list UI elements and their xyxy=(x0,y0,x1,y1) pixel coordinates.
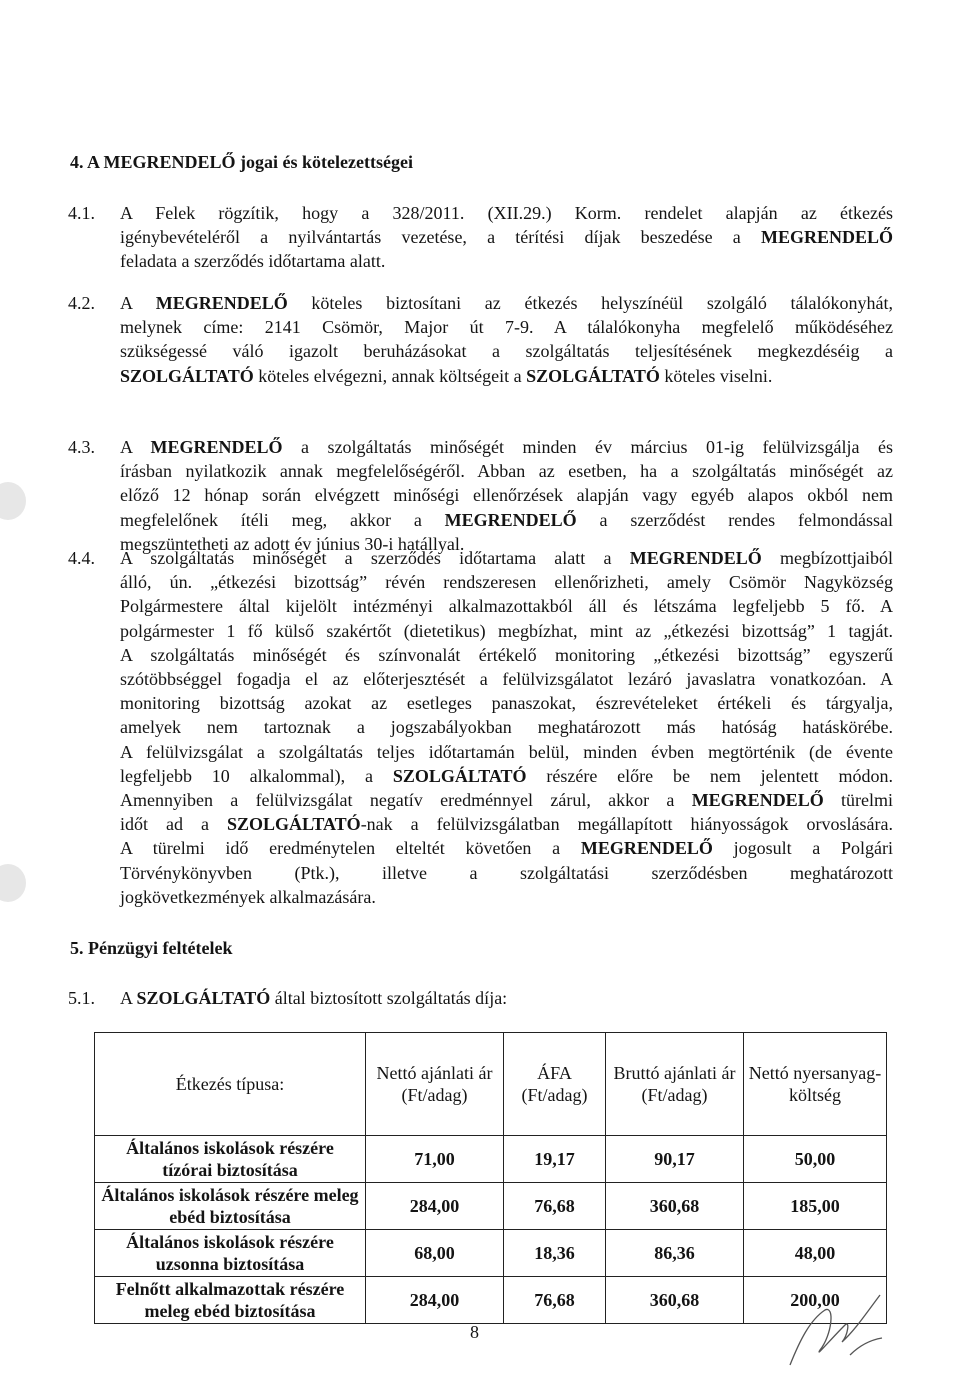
text-line xyxy=(120,764,893,788)
fee-row-material: 185,00 xyxy=(744,1183,887,1230)
fee-row-label: Általános iskolások részére uzsonna biztosítása xyxy=(95,1230,366,1277)
bold-term: MEGRENDELŐ xyxy=(760,227,893,248)
text-line: előző 12 hónap során elvégzett minőségi ellenőrzések alapján vagy egyéb alapos okból nem xyxy=(120,485,893,506)
bold-term: MEGRENDELŐ xyxy=(150,437,283,457)
text-fragment: megfelelőnek ítéli meg, akkor a xyxy=(120,509,445,530)
text-fragment: a szerződést rendes felmondással xyxy=(576,509,893,530)
fee-row-vat: 18,36 xyxy=(504,1230,606,1277)
para-4-2-number: 4.2. xyxy=(68,293,95,313)
text-line: szótöbbséggel fogadja el az előterjesztését a felülvizsgálatot lezáró javaslatra vonatkozóan. A xyxy=(120,669,893,690)
fee-row-gross: 90,17 xyxy=(606,1136,744,1183)
fee-row-vat: 76,68 xyxy=(504,1277,606,1324)
bold-term: SZOLGÁLTATÓ xyxy=(120,365,254,386)
fee-row-label: Általános iskolások részére meleg ebéd biztosítása xyxy=(95,1183,366,1230)
fee-row-vat: 19,17 xyxy=(504,1136,606,1183)
text-fragment: A xyxy=(120,293,156,313)
fee-table-header-material: Nettó nyersanyag-költség xyxy=(744,1033,887,1136)
para-4-4 xyxy=(120,546,893,909)
fee-row-gross: 360,68 xyxy=(606,1277,744,1324)
para-5-1-pre: A xyxy=(120,988,137,1008)
fee-row-net: 71,00 xyxy=(366,1136,504,1183)
fee-table xyxy=(94,1032,887,1324)
fee-row-vat: 76,68 xyxy=(504,1183,606,1230)
text-fragment: időt ad a xyxy=(120,814,227,835)
para-5-1-post: által biztosított szolgáltatás díja: xyxy=(270,988,508,1008)
text-fragment: -nak a felülvizsgálatban megállapított hiányosságok orvoslására. xyxy=(360,814,894,835)
bold-term: SZOLGÁLTATÓ xyxy=(226,814,361,835)
text-line: monitoring bizottság azokat az esetleges panaszokat, észrevételeket értékeli és tárgyalja, xyxy=(120,693,893,714)
text-fragment: köteles elvégezni, annak költségeit a xyxy=(253,365,527,386)
text-line: megszüntetheti az adott év június 30-i hatállyal. xyxy=(120,533,465,554)
fee-row-net: 284,00 xyxy=(366,1183,504,1230)
section-5-heading: 5. Pénzügyi feltételek xyxy=(70,938,233,958)
text-fragment: igénybevételéről a nyilvántartás vezetése, a térítési díjak beszedése a xyxy=(120,227,761,248)
para-4-3 xyxy=(120,435,893,556)
fee-table-header-gross: Bruttó ajánlati ár (Ft/adag) xyxy=(606,1033,744,1136)
fee-row-material: 48,00 xyxy=(744,1230,887,1277)
text-line: jogkövetkezmények alkalmazására. xyxy=(120,886,376,907)
fee-table-header-net: Nettó ajánlati ár (Ft/adag) xyxy=(366,1033,504,1136)
para-4-4-number: 4.4. xyxy=(68,548,95,568)
fee-table-header-type: Étkezés típusa: xyxy=(95,1033,366,1136)
text-fragment: A szolgáltatás minőségét a szerződés időtartama alatt a xyxy=(120,548,630,568)
bold-term: MEGRENDELŐ xyxy=(155,293,288,313)
fee-row-label: Általános iskolások részére tízórai biztosítása xyxy=(95,1136,366,1183)
table-row xyxy=(95,1183,887,1230)
table-row xyxy=(95,1277,887,1324)
text-line xyxy=(120,291,893,315)
fee-row-material: 50,00 xyxy=(744,1136,887,1183)
punch-hole-bottom xyxy=(0,864,26,902)
fee-row-label: Felnőtt alkalmazottak részére meleg ebéd biztosítása xyxy=(95,1277,366,1324)
text-line xyxy=(120,364,893,388)
text-fragment: a szolgáltatás minőségét minden év március 01-ig felülvizsgálja és xyxy=(282,437,894,457)
text-line: Törvénykönyvben (Ptk.), illetve a szolgáltatási szerződésben meghatározott xyxy=(120,862,893,883)
bold-term: SZOLGÁLTATÓ xyxy=(392,765,527,786)
table-row xyxy=(95,1136,887,1183)
punch-hole-top xyxy=(0,482,26,520)
page-number: 8 xyxy=(470,1322,479,1342)
bold-term: SZOLGÁLTATÓ xyxy=(526,365,660,386)
text-line xyxy=(120,788,893,812)
section-4-heading: 4. A MEGRENDELŐ jogai és kötelezettségei xyxy=(70,152,413,172)
text-line: szükségessé váló igazolt beruházásokat a szolgáltatás teljesítésének megkezdéséig a xyxy=(120,341,893,362)
text-line: A felülvizsgálat a szolgáltatás teljes időtartamán belül, minden évben megtörténik (de évente xyxy=(120,741,893,762)
text-fragment: köteles viselni. xyxy=(659,365,773,386)
text-fragment: A türelmi idő eredménytelen elteltét követően a xyxy=(120,838,581,859)
text-line: feladata a szerződés időtartama alatt. xyxy=(120,251,386,272)
para-5-1-number: 5.1. xyxy=(68,988,95,1008)
bold-term: MEGRENDELŐ xyxy=(580,838,713,859)
fee-table-header-row xyxy=(95,1033,887,1136)
para-5-1-bold: SZOLGÁLTATÓ xyxy=(136,988,271,1008)
text-line: polgármester 1 fő külső szakértőt (dietetikus) megbízhat, mint az „étkezési bizottság” 1 tagját. xyxy=(120,620,893,641)
text-line xyxy=(120,546,893,570)
text-line: írásban nyilatkozik annak megfelelőségéről. Abban az esetben, ha a szolgáltatás minőségét az xyxy=(120,461,893,482)
fee-row-material: 200,00 xyxy=(744,1277,887,1324)
para-4-1-number: 4.1. xyxy=(68,203,95,223)
text-line xyxy=(120,435,893,459)
text-fragment: türelmi xyxy=(823,790,893,811)
text-fragment: részére előre be nem jelentett módon. xyxy=(526,765,893,786)
para-4-1 xyxy=(120,201,893,274)
text-line xyxy=(120,836,893,860)
text-line xyxy=(120,225,893,249)
text-line: A szolgáltatás minőségét és színvonalát értékelő monitoring „étkezési bizottság” egyszerű xyxy=(120,644,893,665)
text-line: melynek címe: 2141 Csömör, Major út 7-9. A tálalókonyha megfelelő működéséhez xyxy=(120,317,893,338)
text-line: Polgármestere által kijelölt intézményi alkalmazottakból áll és létszáma legfeljebb 5 fő. A xyxy=(120,596,893,617)
para-5-1 xyxy=(120,988,507,1009)
para-4-3-number: 4.3. xyxy=(68,437,95,457)
fee-row-net: 284,00 xyxy=(366,1277,504,1324)
text-fragment: A xyxy=(120,437,151,457)
fee-row-net: 68,00 xyxy=(366,1230,504,1277)
text-line: A Felek rögzítik, hogy a 328/2011. (XII.29.) Korm. rendelet alapján az étkezés xyxy=(120,203,893,223)
text-fragment: Amennyiben a felülvizsgálat negatív eredménnyel zárul, akkor a xyxy=(120,790,692,811)
text-line: amelyek nem tartoznak a jogszabályokban meghatározott más hatóság hatáskörébe. xyxy=(120,717,893,738)
signature-icon xyxy=(780,1280,890,1375)
text-fragment: megbízottjaiból xyxy=(761,548,893,568)
fee-row-gross: 360,68 xyxy=(606,1183,744,1230)
fee-row-gross: 86,36 xyxy=(606,1230,744,1277)
text-fragment: köteles biztosítani az étkezés helyszínéül szolgáló tálalókonyhát, xyxy=(287,293,893,313)
text-line: álló, ún. „étkezési bizottság” révén rendszeresen ellenőrizheti, amely Csömör Nagyközség xyxy=(120,572,893,593)
table-row xyxy=(95,1230,887,1277)
bold-term: MEGRENDELŐ xyxy=(691,790,824,811)
bold-term: MEGRENDELŐ xyxy=(444,509,577,530)
fee-table-header-vat: ÁFA (Ft/adag) xyxy=(504,1033,606,1136)
para-4-2 xyxy=(120,291,893,388)
bold-term: MEGRENDELŐ xyxy=(629,548,762,568)
text-line xyxy=(120,812,893,836)
text-line xyxy=(120,508,893,532)
text-fragment: jogosult a Polgári xyxy=(712,838,893,859)
text-fragment: legfeljebb 10 alkalommal), a xyxy=(120,765,393,786)
